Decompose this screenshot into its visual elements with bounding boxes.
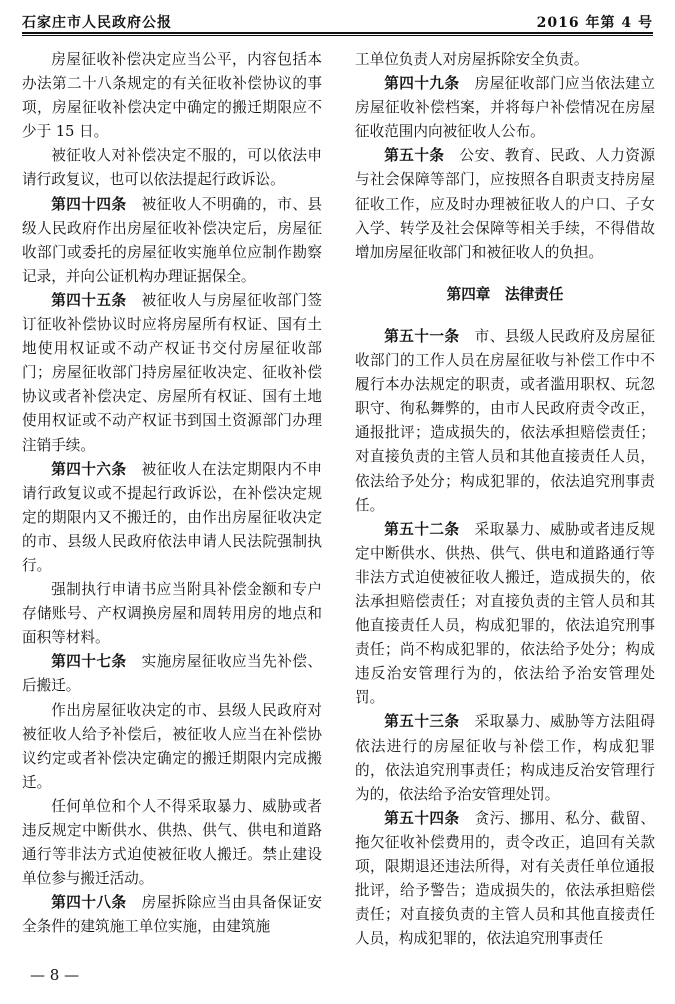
paragraph: [355, 710, 655, 806]
paragraph-text: 实施房屋征收应当先补偿、后搬迁。: [22, 653, 322, 695]
paragraph: [22, 891, 322, 939]
paragraph-text: 工单位负责人对房屋拆除安全负责。: [355, 51, 589, 68]
journal-title: 石家庄市人民政府公报: [22, 15, 172, 31]
paragraph: [355, 72, 655, 144]
article-number: 第四十六条: [51, 460, 127, 478]
article-number: 第五十条: [384, 147, 445, 165]
article-number: 第四十五条: [51, 291, 127, 309]
paragraph-text: 被征收人与房屋征收部门签订征收补偿协议时应将房屋所有权证、国有土地使用权证或不动产权证书交付房屋征收部门；房屋征收部门持房屋征收决定、征收补偿协议或者补偿决定、房屋所有权证、国有土地使用权证或不动产权证书到国土资源部门办理注销手续。: [22, 291, 322, 454]
article-number: 第五十三条: [384, 713, 460, 731]
paragraph-text: 强制执行申请书应当附具补偿金额和专户存储账号、产权调换房屋和周转用房的地点和面积等材料。: [22, 581, 322, 647]
paragraph: [355, 807, 655, 952]
right-column-bottom: [355, 325, 655, 951]
paragraph: [22, 578, 322, 650]
paragraph-text: 被征收人不明确的，市、县级人民政府作出房屋征收补偿决定后，房屋征收部门或委托的房屋征收实施单位应制作勘察记录，并向公证机构办理证据保全。: [22, 195, 322, 285]
paragraph: [355, 144, 655, 264]
paragraph-text: 作出房屋征收决定的市、县级人民政府对被征收人给予补偿后，被征收人应当在补偿协议约定或者补偿决定确定的搬迁期限内完成搬迁。: [22, 701, 322, 791]
paragraph-text: 采取暴力、威胁等方法阻碍依法进行的房屋征收与补偿工作，构成犯罪的，依法追究刑事责任；构成违反治安管理行为的，依法给予治安管理处罚。: [355, 713, 655, 803]
article-number: 第四十七条: [51, 653, 127, 671]
paragraph-text: 被征收人在法定期限内不申请行政复议或不提起行政诉讼，在补偿决定规定的期限内又不搬迁的，由作出房屋征收决定的市、县级人民政府依法申请人民法院强制执行。: [22, 460, 322, 574]
paragraph: [355, 325, 655, 518]
page-number: — 8 —: [30, 966, 80, 984]
paragraph: [22, 458, 322, 578]
paragraph-text: 公安、教育、民政、人力资源与社会保障等部门，应按照各自职责支持房屋征收工作，应及时办理被征收人的户口、子女入学、转学及社会保障等相关手续，不得借故增加房屋征收部门和被征收人的负担。: [355, 147, 655, 261]
paragraph-text: 房屋拆除应当由具备保证安全条件的建筑施工单位实施，由建筑施: [22, 894, 322, 936]
paragraph-text: 市、县级人民政府及房屋征收部门的工作人员在房屋征收与补偿工作中不履行本办法规定的职责，或者滥用职权、玩忽职守、徇私舞弊的，由市人民政府责令改正，通报批评；造成损失的，依法承担赔偿责任；对直接负责的主管人员和其他直接责任人员，依法给予处分；构成犯罪的，依法追究刑事责任。: [355, 327, 655, 514]
paragraph-text: 采取暴力、威胁或者违反规定中断供水、供热、供气、供电和道路通行等非法方式迫使被征收人搬迁，造成损失的，依法承担赔偿责任；对直接负责的主管人员和其他直接责任人员，构成犯罪的，依法追究刑事责任；尚不构成犯罪的，依法给予处分；构成违反治安管理行为的，依法给予治安管理处罚。: [355, 520, 655, 707]
left-column: [22, 48, 322, 939]
article-number: 第五十一条: [384, 327, 460, 345]
paragraph-text: 任何单位和个人不得采取暴力、威胁或者违反规定中断供水、供热、供气、供电和道路通行等非法方式迫使被征收人搬迁。禁止建设单位参与搬迁活动。: [22, 797, 322, 888]
chapter-heading: 第四章 法律责任: [446, 285, 564, 303]
paragraph: [22, 193, 322, 289]
page-header: [22, 4, 653, 32]
paragraph-text: 房屋征收部门应当依法建立房屋征收补偿档案，并将每户补偿情况在房屋征收范围内向被征收人公布。: [355, 75, 655, 141]
paragraph: [22, 795, 322, 891]
paragraph: [22, 650, 322, 698]
right-column: [355, 48, 655, 951]
right-column-top: [355, 48, 655, 265]
paragraph-text: 房屋征收补偿决定应当公平，内容包括本办法第二十八条规定的有关征收补偿协议的事项，房屋征收补偿决定中确定的搬迁期限应不少于 15 日。: [22, 51, 322, 141]
article-number: 第四十四条: [51, 195, 127, 213]
paragraph: [22, 289, 322, 458]
paragraph-text: 被征收人对补偿决定不服的，可以依法申请行政复议，也可以依法提起行政诉讼。: [22, 147, 322, 189]
article-number: 第四十八条: [51, 894, 127, 912]
paragraph: [22, 699, 322, 795]
article-number: 第四十九条: [384, 75, 460, 93]
paragraph: [355, 48, 655, 72]
paragraph: [22, 48, 322, 144]
paragraph: [355, 518, 655, 711]
header-rule: [22, 32, 653, 34]
header-rule-thin: [22, 35, 653, 36]
issue-number: 2016 年第 4 号: [536, 15, 653, 31]
article-number: 第五十四条: [384, 809, 460, 827]
paragraph-text: 贪污、挪用、私分、截留、拖欠征收补偿费用的，责令改正，追回有关款项，限期退还违法所得，对有关责任单位通报批评，给予警告；造成损失的，依法承担赔偿责任；对直接负责的主管人员和其他直接责任人员，构成犯罪的，依法追究刑事责任: [355, 809, 655, 948]
paragraph: [22, 144, 322, 192]
article-number: 第五十二条: [384, 520, 460, 538]
